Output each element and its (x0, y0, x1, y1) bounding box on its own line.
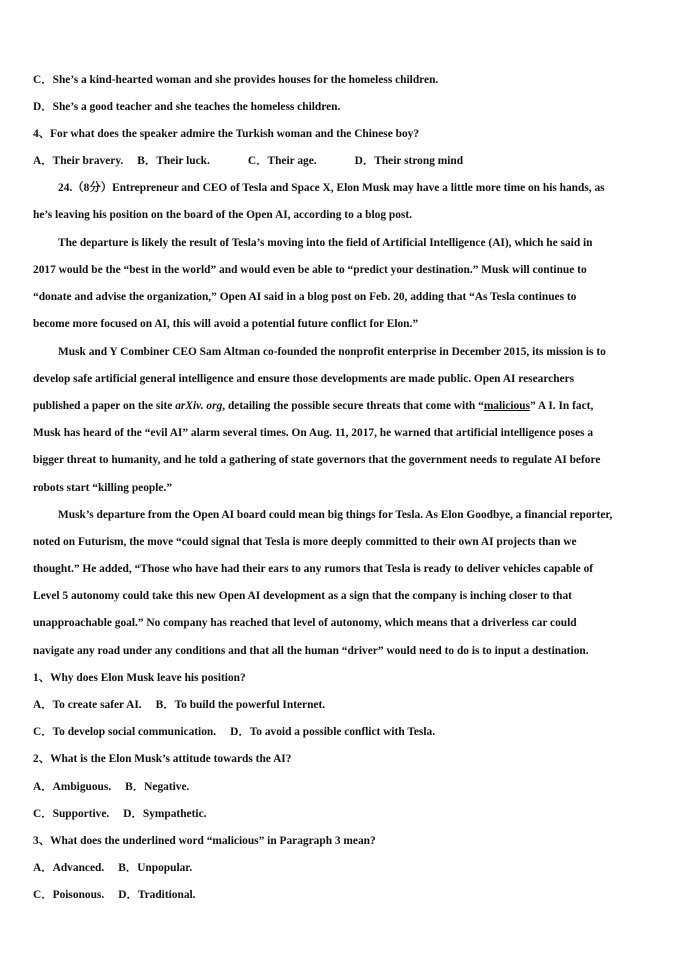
q1-option-c: C．To develop social communication. (33, 726, 217, 738)
q1-option-d: D．To avoid a possible conflict with Tesla. (230, 726, 436, 738)
question-1-options-cd (33, 725, 661, 739)
p3-line3-mid: , detailing the possible secure threats that come with “ (222, 400, 484, 412)
p3-line3-pre: published a paper on the site (33, 400, 176, 412)
question-4-options (33, 154, 661, 168)
q1-option-b: B．To build the powerful Internet. (155, 699, 326, 711)
passage-p4-line1: Musk’s departure from the Open AI board could mean big things for Tesla. As Elon Goodbye, a financial reporter, (58, 509, 613, 521)
p3-line3-post: ” A I. In fact, (530, 400, 594, 412)
question-1-stem: 1、Why does Elon Musk leave his position? (33, 672, 246, 684)
passage-p4-line4: Level 5 autonomy could take this new Open AI development as a sign that the company is inching closer to that (33, 590, 572, 602)
q3-option-c: C．Poisonous. (33, 889, 105, 901)
q4-option-d: D．Their strong mind (354, 155, 464, 167)
passage-p4-line6: navigate any road under any conditions and that all the human “driver” would need to do is to input a destination. (33, 645, 589, 657)
passage-p3-line5: bigger threat to humanity, and he told a gathering of state governors that the government needs to regulate AI before (33, 454, 601, 466)
passage-p2-line3: “donate and advise the organization,” Open AI said in a blog post on Feb. 20, adding that “As Tesla continues to (33, 291, 577, 303)
q4-option-a: A．Their bravery. (33, 155, 124, 167)
passage-p1-line1: 24.（8分）Entrepreneur and CEO of Tesla and Space X, Elon Musk may have a little more time on his hands, as (58, 182, 605, 194)
question-4-stem: 4、For what does the speaker admire the Turkish woman and the Chinese boy? (33, 128, 420, 140)
passage-p3-line1: Musk and Y Combiner CEO Sam Altman co-founded the nonprofit enterprise in December 2015, its mission is to (58, 346, 606, 358)
q2-option-d: D．Sympathetic. (123, 808, 207, 820)
prev-option-d: D．She’s a good teacher and she teaches the homeless children. (33, 101, 341, 113)
passage-p3-line6: robots start “killing people.” (33, 482, 173, 494)
q4-option-b: B．Their luck. (137, 155, 210, 167)
question-1-options-ab (33, 698, 661, 712)
prev-option-c: C．She’s a kind-hearted woman and she provides houses for the homeless children. (33, 74, 439, 86)
passage-p4-line3: thought.” He added, “Those who have had their ears to any rumors that Tesla is ready to deliver vehicles capable of (33, 563, 594, 575)
underlined-word: malicious (483, 400, 531, 412)
q3-option-b: B．Unpopular. (118, 862, 193, 874)
passage-p2-line2: 2017 would be the “best in the world” and would even be able to “predict your destination.” Musk will continue to (33, 264, 587, 276)
q3-option-d: D．Traditional. (118, 889, 196, 901)
question-2-stem: 2、What is the Elon Musk’s attitude towards the AI? (33, 753, 292, 765)
passage-p2-line4: become more focused on AI, this will avoid a potential future conflict for Elon.” (33, 318, 419, 330)
q2-option-b: B．Negative. (125, 781, 190, 793)
passage-p4-line2: noted on Futurism, the move “could signal that Tesla is more deeply committed to their own AI projects than we (33, 536, 577, 548)
site-name: arXiv. org (175, 400, 223, 412)
q2-option-c: C．Supportive. (33, 808, 110, 820)
question-2-options-cd (33, 807, 661, 821)
q3-option-a: A．Advanced. (33, 862, 105, 874)
passage-p1-line2: he’s leaving his position on the board of the Open AI, according to a blog post. (33, 209, 412, 221)
passage-p4-line5: unapproachable goal.” No company has reached that level of autonomy, which means that a driverless car could (33, 617, 577, 629)
question-3-options-ab (33, 861, 661, 875)
passage-p3-line4: Musk has heard of the “evil AI” alarm several times. On Aug. 11, 2017, he warned that artificial intelligence poses a (33, 427, 594, 439)
question-2-options-ab (33, 780, 661, 794)
q2-option-a: A．Ambiguous. (33, 781, 112, 793)
question-3-options-cd (33, 888, 661, 902)
q1-option-a: A．To create safer AI. (33, 699, 142, 711)
passage-p3-line2: develop safe artificial general intelligence and ensure those developments are made public. Open AI researchers (33, 373, 575, 385)
q4-option-c: C．Their age. (247, 155, 317, 167)
passage-p2-line1: The departure is likely the result of Tesla’s moving into the field of Artificial Intelligence (AI), which he said in (58, 237, 593, 249)
question-3-stem: 3、What does the underlined word “malicious” in Paragraph 3 mean? (33, 835, 376, 847)
passage-p3-line3 (33, 399, 661, 413)
